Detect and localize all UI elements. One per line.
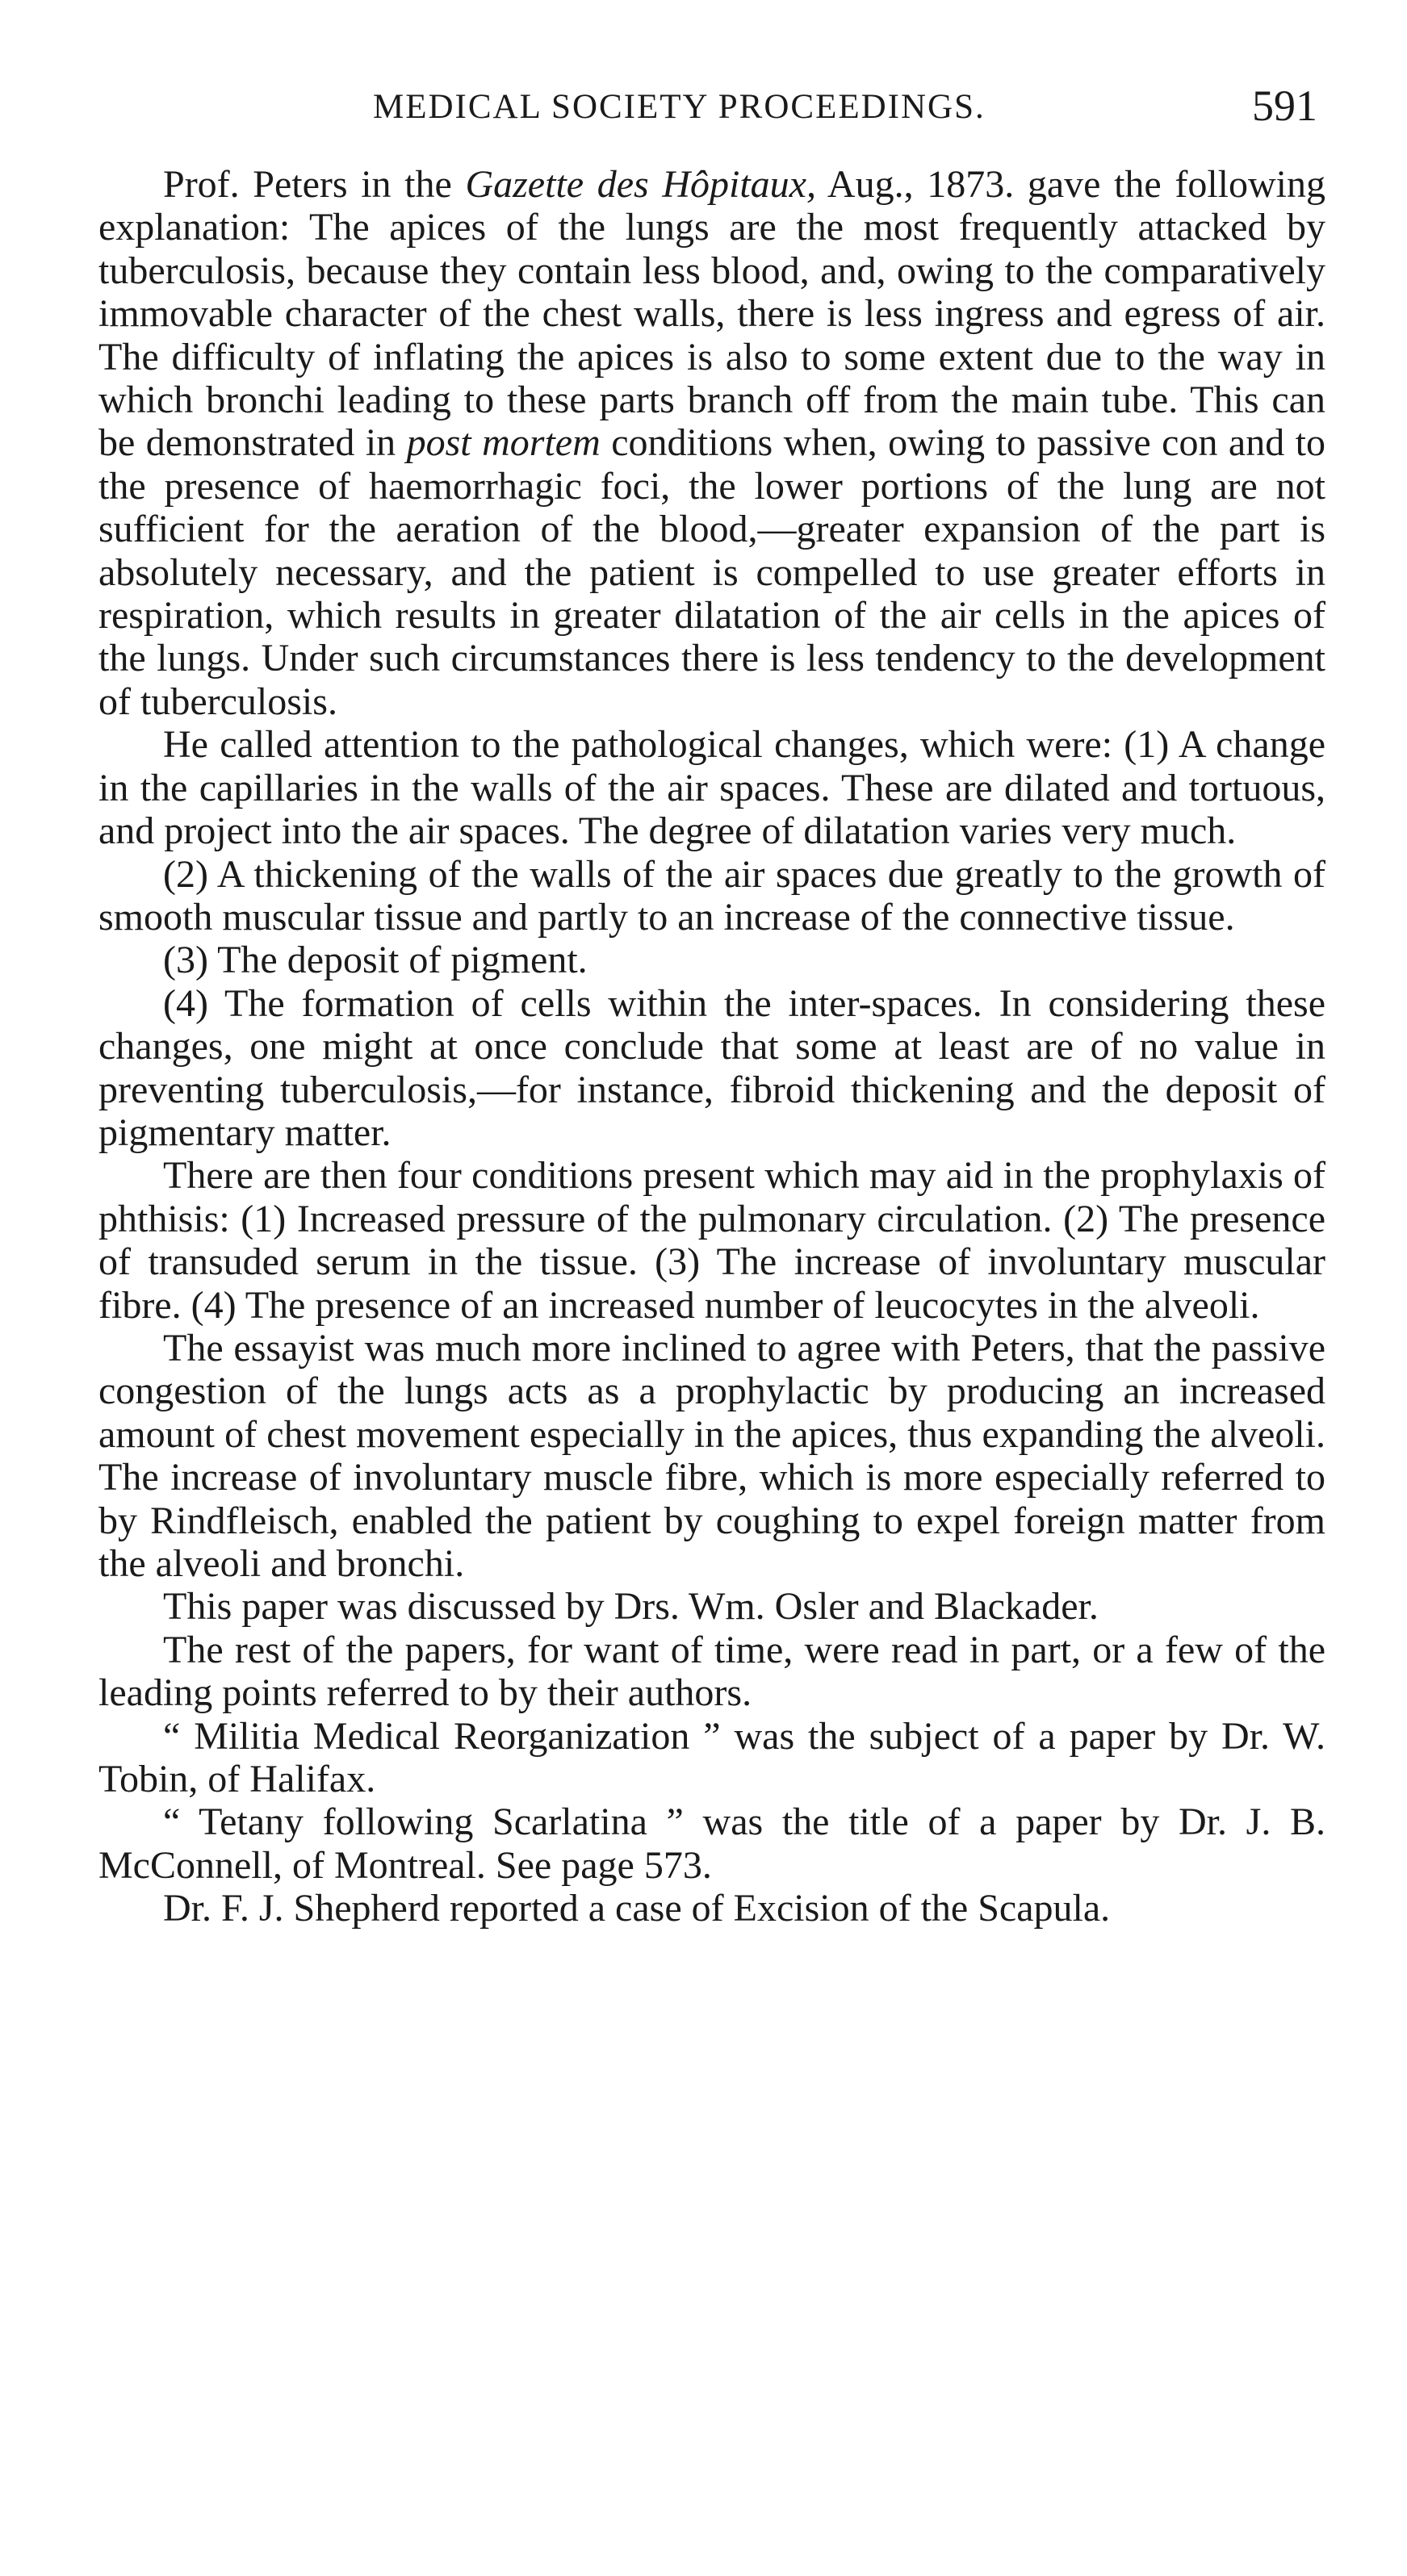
paragraph-change-4: (4) The formation of cells within the inter-spaces. In considering these changes, one might at once conclude that some at least are of no value in preventing tuberculosis,—for instance, fibroid thickening and the deposit of pigmentary matter. bbox=[98, 981, 1325, 1154]
paragraph-tetany: “ Tetany following Scarlatina ” was the title of a paper by Dr. J. B. McConnell, of Montreal. See page 573. bbox=[98, 1800, 1325, 1887]
paragraph-change-3: (3) The deposit of pigment. bbox=[163, 939, 588, 982]
paragraph-pathological-changes: He called attention to the pathological changes, which were: (1) A change in the capillaries in the walls of the air spaces. These are dilated and tortuous, and project into the air spaces. The degree of dilatation varies very much. bbox=[98, 723, 1325, 853]
paragraph-essayist: The essayist was much more inclined to agree with Peters, that the passive congestion of the lungs acts as a prophylactic by producing an increased amount of chest movement especially in the apices, thus expanding the alveoli. The increase of involuntary muscle fibre, which is more especially referred to by Rindfleisch, enabled the patient by coughing to expel foreign matter from the alveoli and bronchi. bbox=[98, 1326, 1325, 1585]
paragraph-rest-of-papers: The rest of the papers, for want of time, were read in part, or a few of the leading points referred to by their authors. bbox=[98, 1628, 1325, 1715]
paragraph-peters: Prof. Peters in the Gazette des Hôpitaux, Aug., 1873. gave the following explanation: The apices of the lungs are the most frequently attacked by tuberculosis, because they contain less blood, and, owing to the comparatively immovable character of the chest walls, there is less ingress and egress of air. The difficulty of inflating the apices is also to some extent due to the way in which bronchi leading to these parts branch off from the main tube. This can be demonstrated in post mortem conditions when, owing to passive con and to the presence of haemorrhagic foci, the lower portions of the lung are not sufficient for the aeration of the blood,—greater expansion of the part is absolutely necessary, and the patient is compelled to use greater efforts in respiration, which results in greater dilatation of the air cells in the apices of the lungs. Under such circumstances there is less tendency to the development of tuberculosis. bbox=[98, 163, 1326, 723]
running-head bbox=[98, 73, 1325, 145]
article-body bbox=[98, 163, 1325, 1930]
paragraph-scapula: Dr. F. J. Shepherd reported a case of Excision of the Scapula. bbox=[163, 1887, 1111, 1930]
page-number: 591 bbox=[1252, 82, 1317, 130]
paragraph-change-2: (2) A thickening of the walls of the air spaces due greatly to the growth of smooth muscular tissue and partly to an increase of the connective tissue. bbox=[98, 852, 1325, 939]
book-page bbox=[98, 73, 1325, 1930]
paragraph-militia: “ Militia Medical Reorganization ” was the subject of a paper by Dr. W. Tobin, of Halifax. bbox=[98, 1714, 1325, 1801]
paragraph-four-conditions: There are then four conditions present which may aid in the prophylaxis of phthisis: (1) Increased pressure of the pulmonary circulation. (2) The presence of transuded serum in the tissue. (3) The increase of involuntary muscular fibre. (4) The presence of an increased number of leucocytes in the alveoli. bbox=[98, 1154, 1325, 1327]
latin-phrase: post mortem bbox=[406, 421, 601, 465]
journal-title: Gazette des Hôpitaux, bbox=[465, 163, 816, 206]
running-title: MEDICAL SOCIETY PROCEEDINGS. bbox=[373, 88, 986, 126]
paragraph-discussion: This paper was discussed by Drs. Wm. Osler and Blackader. bbox=[163, 1585, 1099, 1629]
